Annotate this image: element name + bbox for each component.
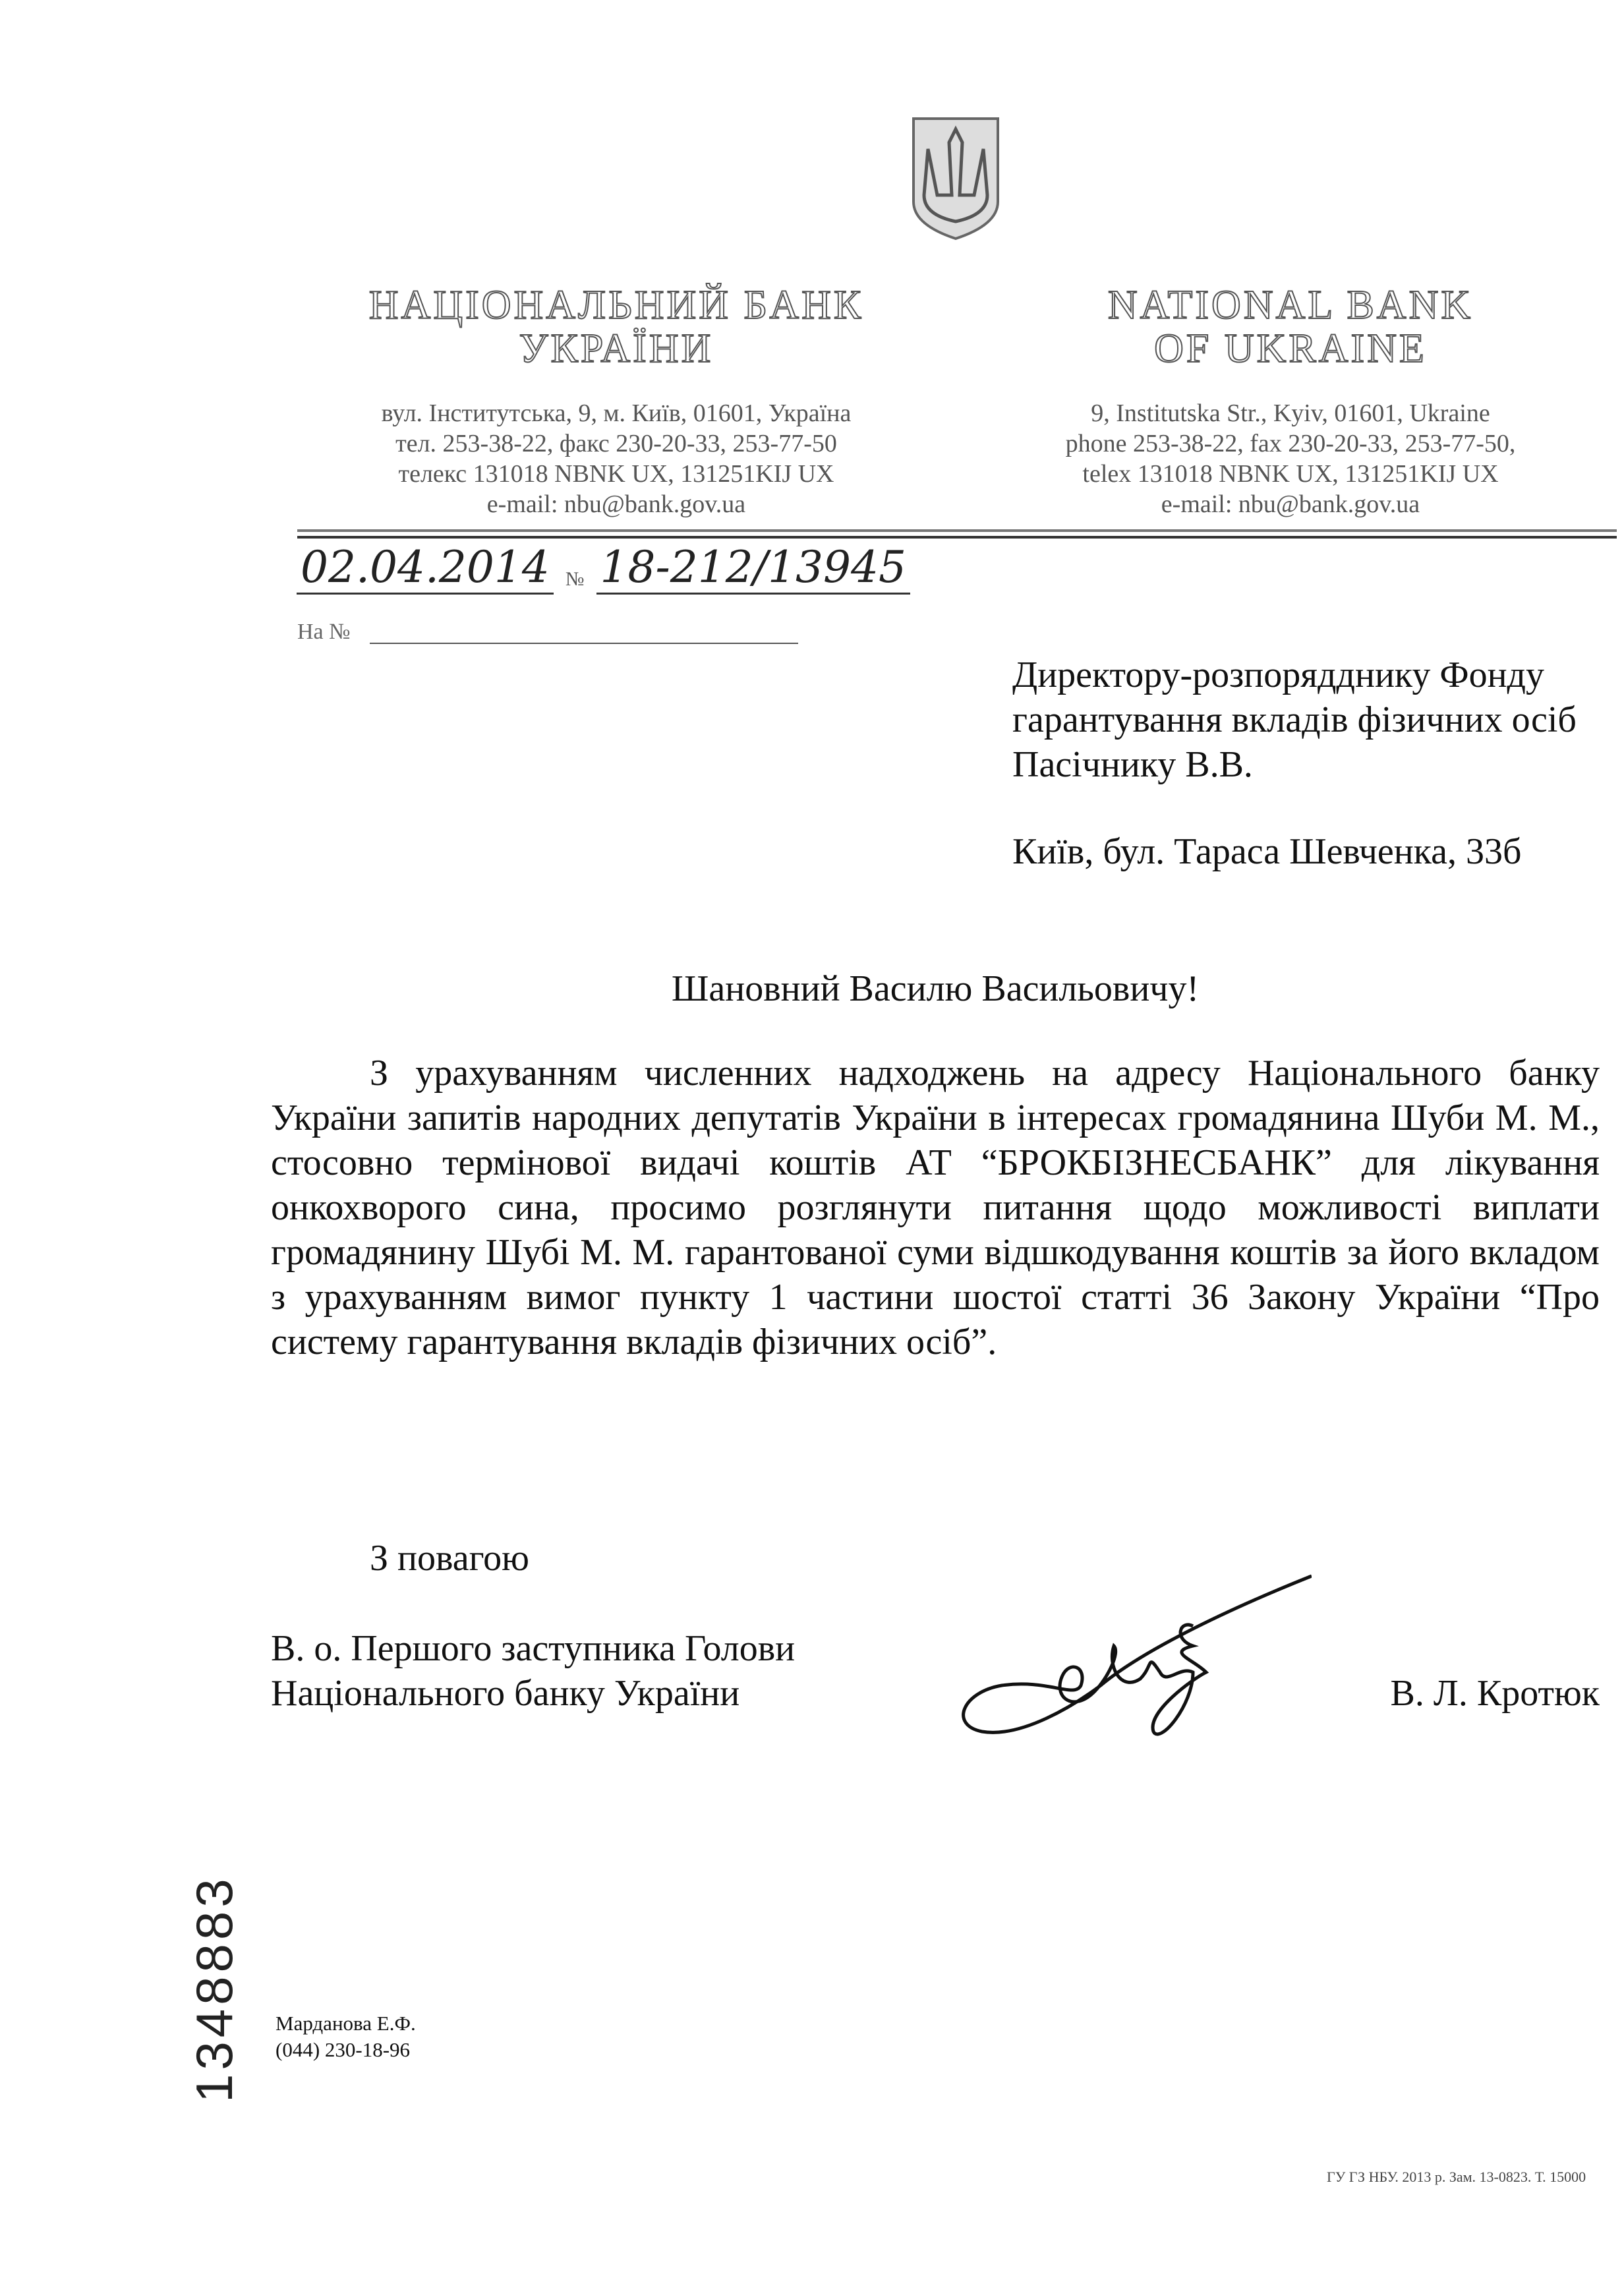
address-ua xyxy=(320,398,913,519)
print-info: ГУ ГЗ НБУ. 2013 р. Зам. 13-0823. Т. 15000 xyxy=(1327,2169,1586,2185)
addressee-line: Директору-розпорядднику Фонду xyxy=(1012,655,1545,695)
bank-title-ua xyxy=(320,283,913,370)
address-line: телекс 131018 NBNK UX, 131251KIJ UX xyxy=(398,460,834,488)
header-divider xyxy=(297,529,1617,532)
position-line: В. о. Першого заступника Голови xyxy=(271,1628,796,1669)
signatory-position xyxy=(271,1626,795,1716)
position-line: Національного банку України xyxy=(271,1673,740,1714)
title-ua-line: НАЦІОНАЛЬНИЙ БАНК xyxy=(368,283,864,328)
bank-title-en xyxy=(994,283,1587,370)
handwritten-signature xyxy=(942,1573,1312,1765)
trident-emblem-icon xyxy=(911,116,1000,241)
address-line: 9, Institutska Str., Kyiv, 01601, Ukraine xyxy=(1091,399,1490,427)
registration-row xyxy=(297,542,910,595)
address-en xyxy=(994,398,1587,519)
greeting: Шановний Василю Васильовичу! xyxy=(671,968,1200,1009)
registration-number: 18-212/13945 xyxy=(596,542,910,595)
document-id-number: 1348883 xyxy=(185,1875,243,2103)
reply-number-line xyxy=(370,643,798,644)
title-en-line: NATIONAL BANK xyxy=(1107,283,1474,328)
body-paragraph: З урахуванням численних надходжень на адресу Національного банку України запитів народних депутатів України в інтересах громадянина Шуби М. М., стосовно термінової видачі коштів АТ “БРОКБІЗНЕСБАНК” для лікування онкохворого сина, просимо розглянути питання щодо можливості виплати громадянину Шубі М. М. гарантованої суми відшкодування коштів за його вкладом з урахуванням вимог пункту 1 частини шостої статті 36 Закону України “Про систему гарантування вкладів фізичних осіб”. xyxy=(271,1053,1600,1362)
email-line: e-mail: nbu@bank.gov.ua xyxy=(1161,490,1420,518)
registration-date: 02.04.2014 xyxy=(297,542,554,595)
address-line: вул. Інститутська, 9, м. Київ, 01601, Україна xyxy=(381,399,852,427)
addressee-address: Київ, бул. Тараса Шевченка, 33б xyxy=(1012,831,1522,872)
address-line: phone 253-38-22, fax 230-20-33, 253-77-50, xyxy=(1065,430,1516,457)
regards: З повагою xyxy=(370,1538,529,1579)
addressee-line: гарантування вкладів фізичних осіб xyxy=(1012,699,1577,740)
address-line: telex 131018 NBNK UX, 131251KIJ UX xyxy=(1082,460,1499,488)
executor-phone: (044) 230-18-96 xyxy=(276,2038,411,2061)
number-label: № xyxy=(565,568,585,590)
title-en-line: OF UKRAINE xyxy=(1154,326,1427,371)
signatory-name: В. Л. Кротюк xyxy=(1390,1673,1600,1714)
executor xyxy=(276,2010,416,2063)
reply-label: На № xyxy=(297,620,351,644)
email-line: e-mail: nbu@bank.gov.ua xyxy=(486,490,746,518)
addressee-line: Пасічнику В.В. xyxy=(1012,744,1253,785)
address-line: тел. 253-38-22, факс 230-20-33, 253-77-50 xyxy=(395,430,837,457)
executor-name: Марданова Е.Ф. xyxy=(276,2012,416,2035)
title-ua-line: УКРАЇНИ xyxy=(519,326,714,371)
header-divider xyxy=(297,536,1617,539)
addressee xyxy=(1012,653,1577,787)
